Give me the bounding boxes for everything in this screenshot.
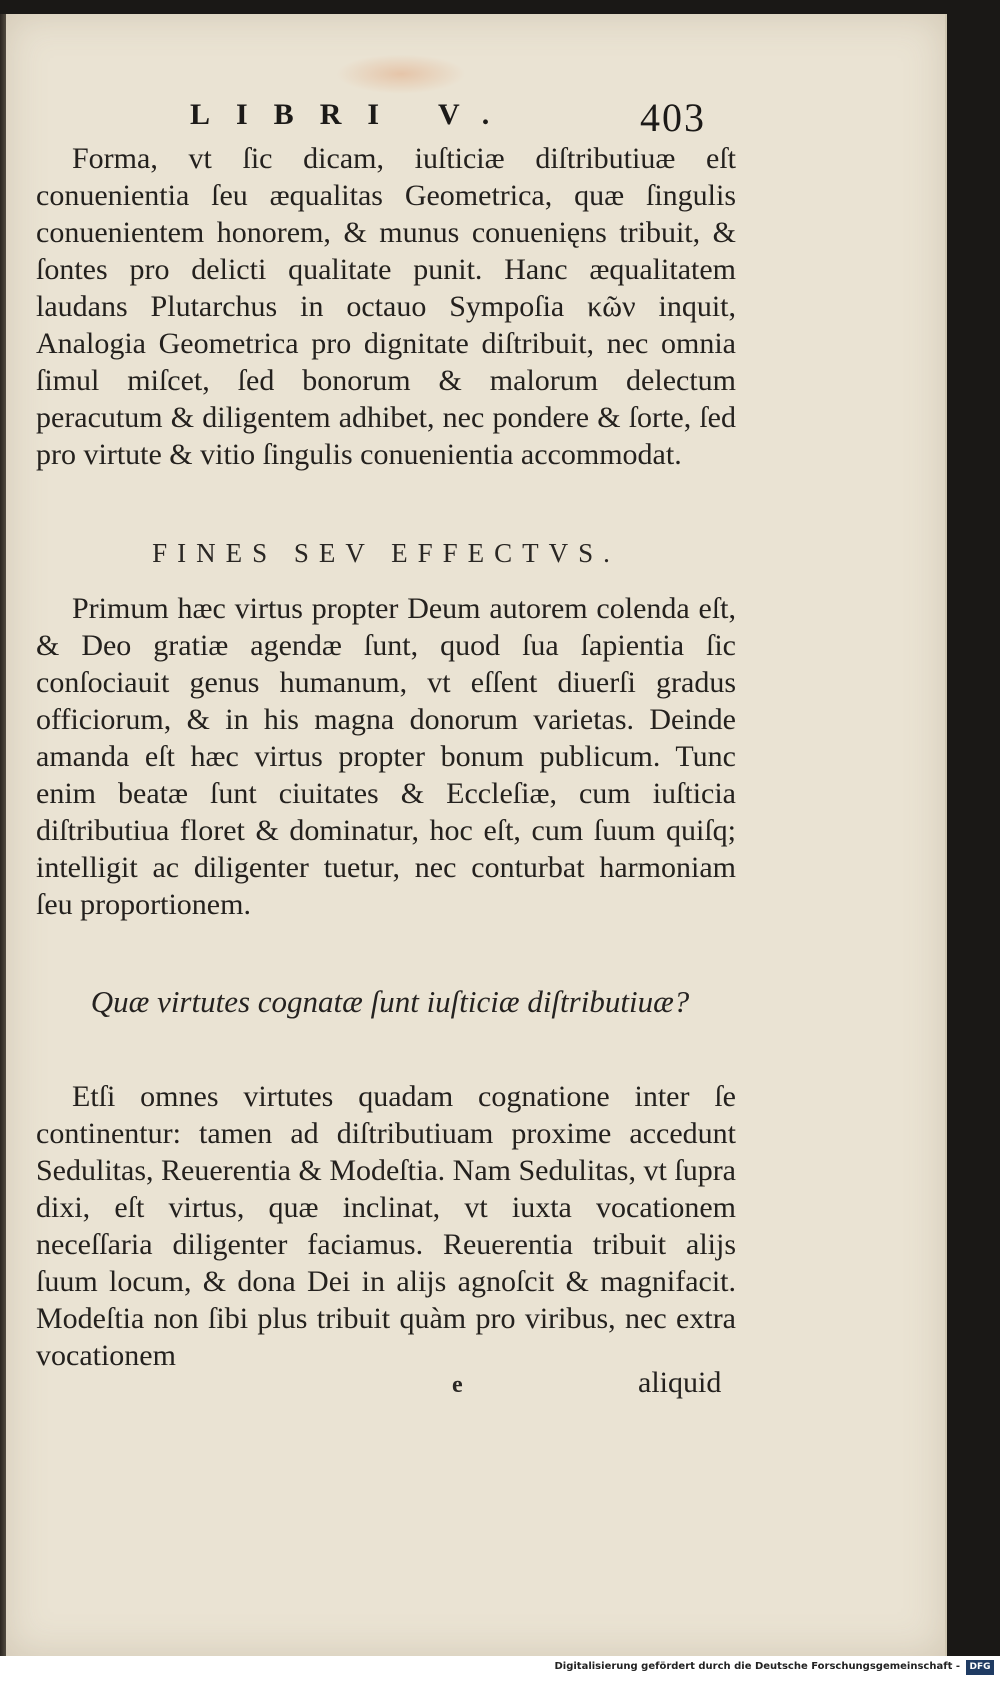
paragraph-text: Forma, vt ſic dicam, iuſticiæ diſtributiuæ eſt conuenientia ſeu æqualitas Geometrica, quæ ſingulis conuenientem honorem, & munus conuenięns tribuit, & ſontes pro delicti qualitate punit. Hanc æqualitatem laudans Plutarchus in octauo Sympoſia κῶν inquit, Analogia Geometrica pro dignitate diſtribuit, nec omnia ſimul miſcet, ſed bonorum & malorum delectum peracutum & diligentem adhibet, nec pondere & ſorte, ſed pro virtute & vitio ſingulis conuenientia accommodat. (36, 142, 736, 471)
dfg-logo: DFG (966, 1660, 994, 1675)
funding-credit: Digitalisierung gefördert durch die Deutsche Forschungsgemeinschaft - (554, 1661, 960, 1672)
paragraph-text: Primum hæc virtus propter Deum autorem colenda eſt, & Deo gratiæ agendæ ſunt, quod ſua ſapientia ſic conſociauit genus humanum, vt eſſent diuerſi gradus officiorum, & in his magna donorum varietas. Deinde amanda eſt hæc virtus propter bonum publicum. Tunc enim beatæ ſunt ciuitates & Eccleſiæ, cum iuſticia diſtributiua floret & dominatur, hoc eſt, cum ſuum quiſq; intelligit ac diligenter tuetur, nec conturbat harmoniam ſeu proportionem. (36, 592, 736, 921)
page-number: 403 (640, 95, 706, 140)
body-paragraph (36, 1078, 736, 1374)
footer-bar (0, 1656, 1000, 1682)
body-paragraph (36, 140, 736, 473)
signature-mark: e (452, 1372, 463, 1398)
question-heading: Quæ virtutes cognatæ ſunt iuſticiæ diſtributiuæ? (90, 984, 690, 1019)
paragraph-text: Etſi omnes virtutes quadam cognatione inter ſe continentur: tamen ad diſtributiuam proxime accedunt Sedulitas, Reuerentia & Modeſtia. Nam Sedulitas, vt ſupra dixi, eſt virtus, quæ inclinat, vt iuxta vocationem neceſſaria diligenter faciamus. Reuerentia tribuit alijs ſuum locum, & dona Dei in alijs agnoſcit & magnifacit. Modeſtia non ſibi plus tribuit quàm pro viribus, nec extra vocationem (36, 1080, 736, 1372)
page-header (190, 94, 750, 138)
paper-stain (336, 54, 466, 94)
running-head: LIBRI V. (190, 98, 516, 131)
catchword: aliquid (638, 1366, 722, 1399)
body-paragraph (36, 590, 736, 923)
section-heading: FINES SEV EFFECTVS. (152, 538, 620, 568)
